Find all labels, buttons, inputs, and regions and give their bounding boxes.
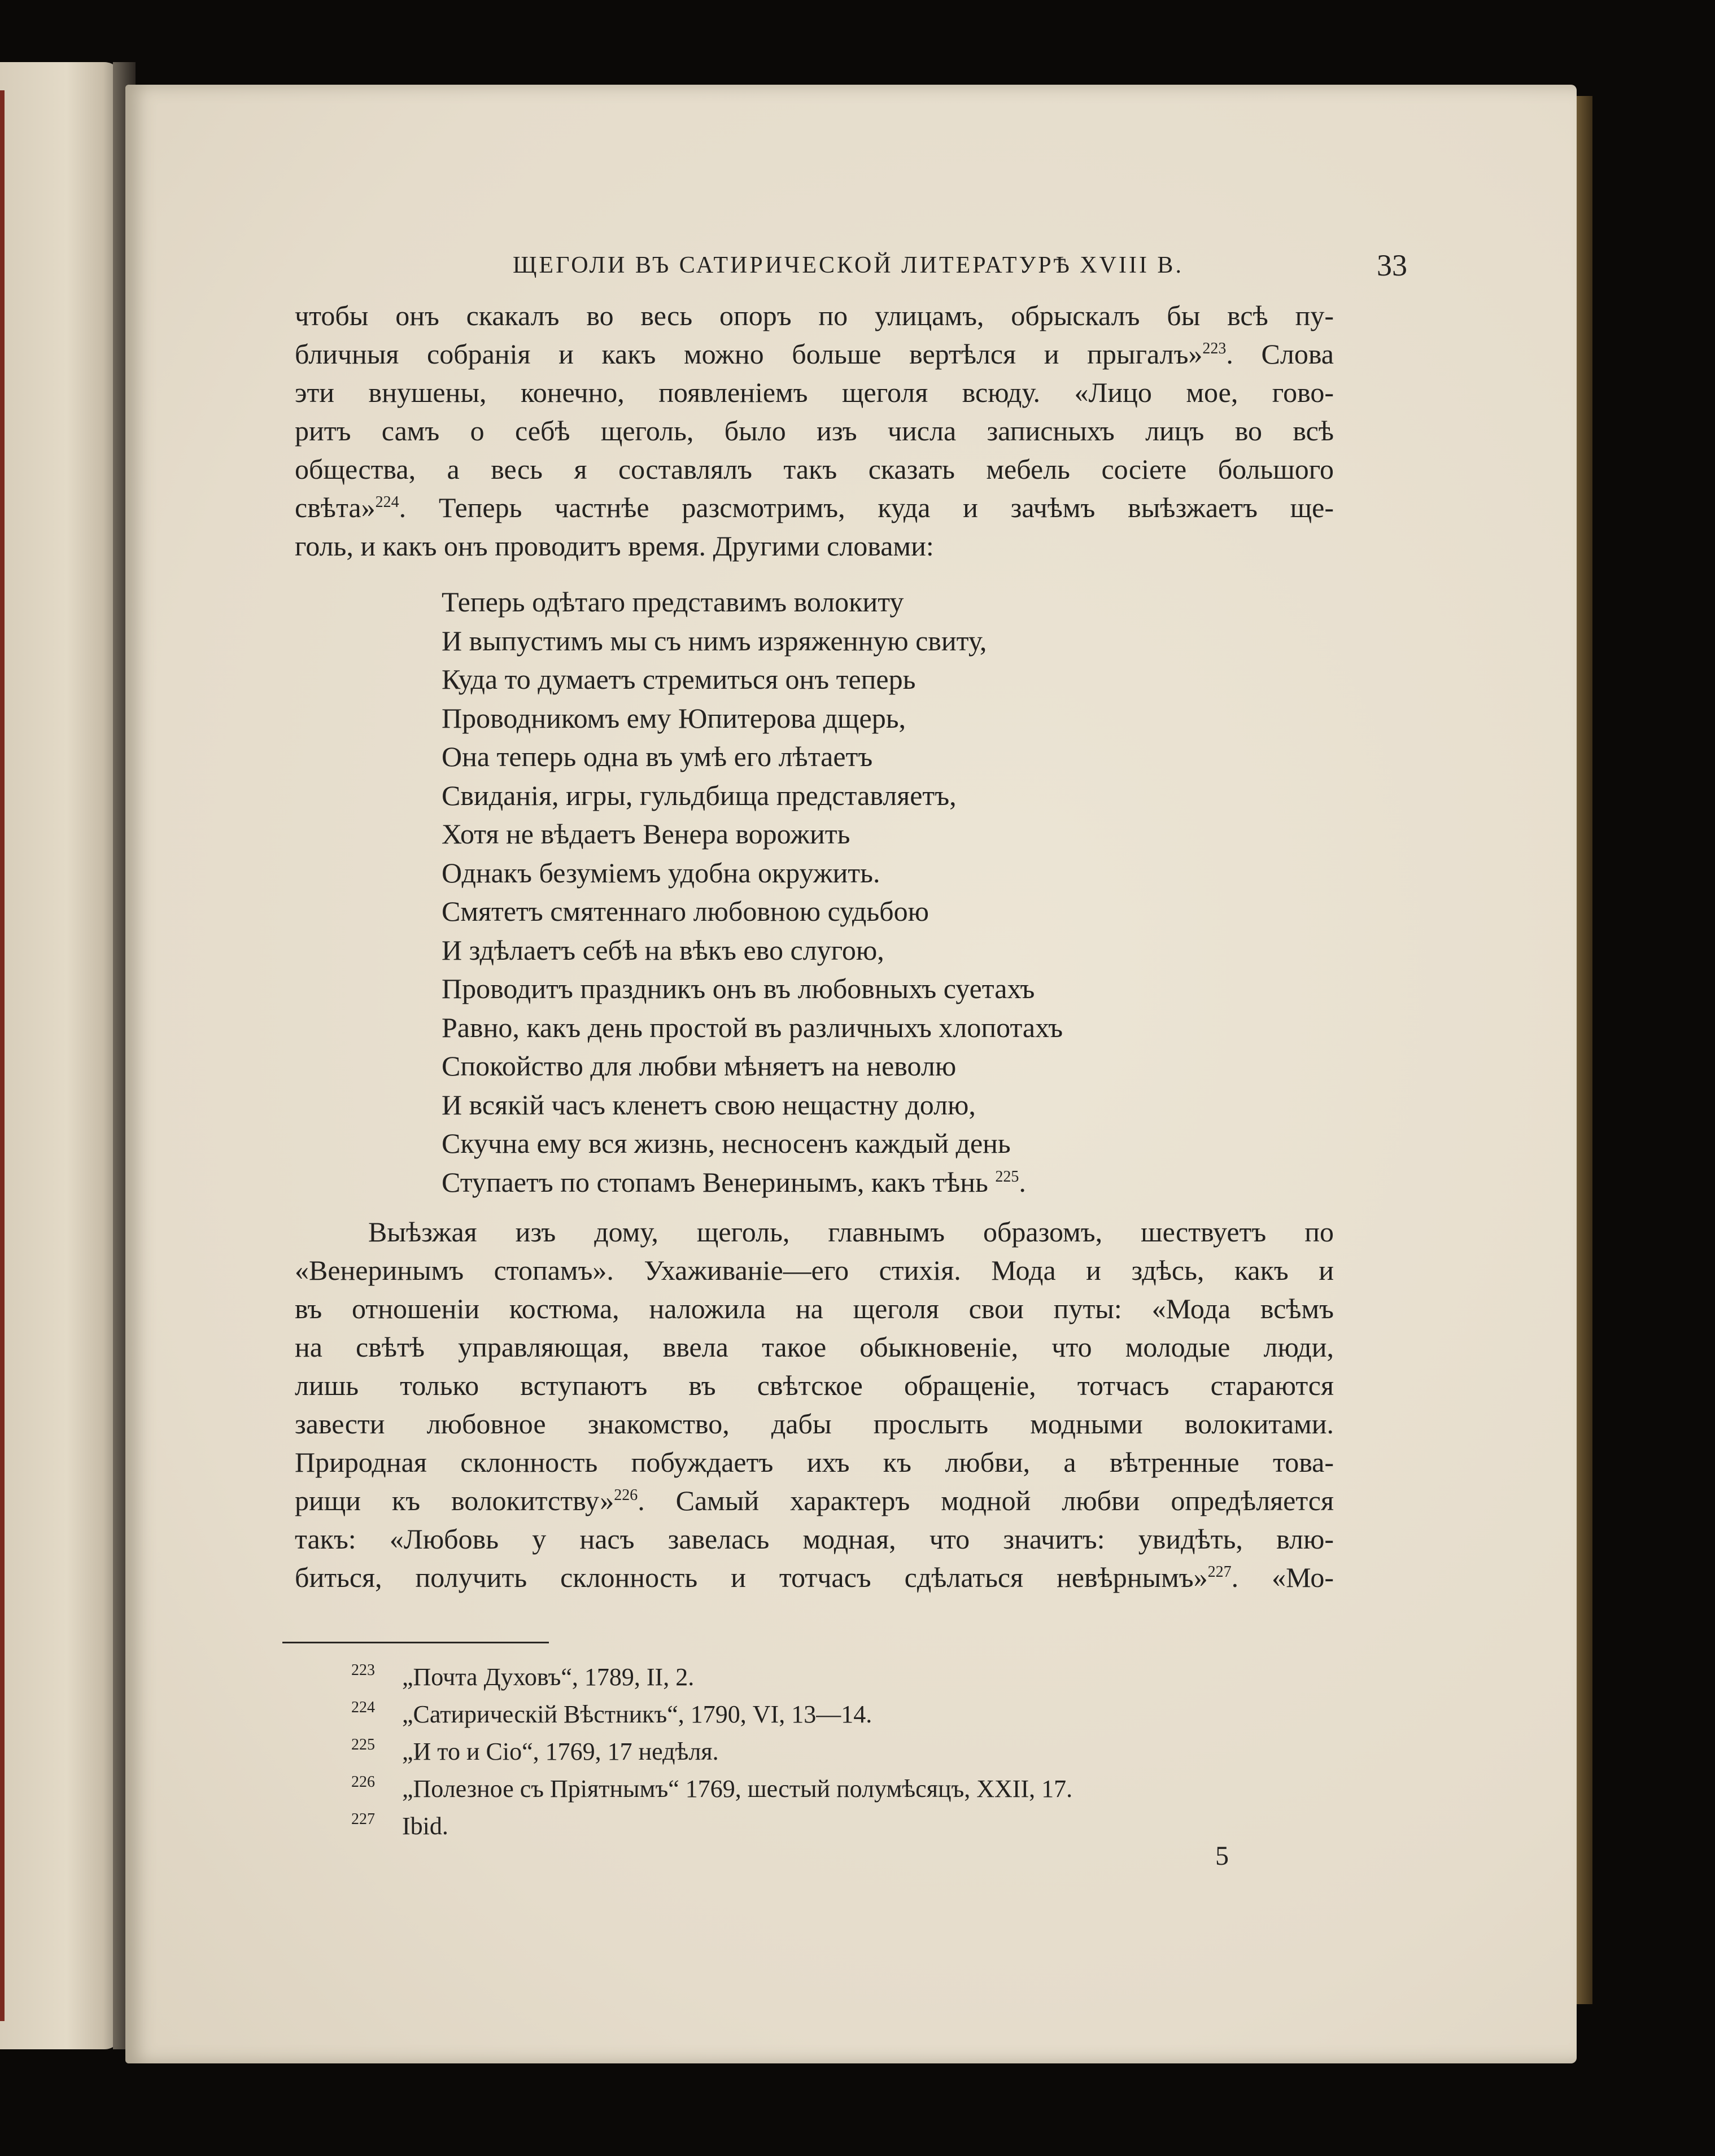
footnote-ref: 223 <box>1202 340 1227 357</box>
footnote-text: „И то и Сіо“, 1769, 17 недѣля. <box>402 1738 719 1765</box>
text-line: на свѣтѣ управляющая, ввела такое обыкновеніе, что молодые люди, <box>295 1331 1334 1363</box>
verse-line: Ступаетъ по стопамъ Венеринымъ, какъ тѣнь $^{225}$. <box>442 1166 1026 1198</box>
footnote-text: „Полезное съ Пріятнымъ“ 1769, шестый полумѣсяцъ, XXII, 17. <box>402 1775 1073 1803</box>
verse-line: И здѣлаетъ себѣ на вѣкъ ево слугою, <box>442 934 884 966</box>
text-line: эти внушены, конечно, появленіемъ щеголя всюду. «Лицо мое, гово- <box>295 377 1334 408</box>
verse-line: Скучна ему вся жизнь, несносенъ каждый день <box>442 1127 1011 1159</box>
text-line: ритъ самъ о себѣ щеголь, было изъ числа записныхъ лицъ во всѣ <box>295 415 1334 447</box>
verse-line: Однакъ безуміемъ удобна окружить. <box>442 856 880 889</box>
footnote-number: 225 <box>351 1736 375 1753</box>
text-line: общества, а весь я составлялъ такъ сказать мебель сосіете большого <box>295 453 1334 485</box>
verse-line: Равно, какъ день простой въ различныхъ хлопотахъ <box>442 1011 1063 1043</box>
verse-line: Хотя не вѣдаетъ Венера ворожить <box>442 818 850 850</box>
verse-line: Спокойство для любви мѣняетъ на неволю <box>442 1050 957 1082</box>
footnote-text: „Сатирическій Вѣстникъ“, 1790, VI, 13—14. <box>402 1700 872 1728</box>
footnote-rule <box>282 1642 549 1643</box>
text-line: лишь только вступаютъ въ свѣтское обращеніе, тотчасъ стараются <box>295 1370 1334 1401</box>
verse-line: Смятетъ смятеннаго любовною судьбою <box>442 895 929 927</box>
verse-line: Теперь одѣтаго представимъ волокиту <box>442 586 904 618</box>
paragraph-2 <box>295 1213 1334 1597</box>
signature-mark: 5 <box>1215 1841 1229 1871</box>
text-line: свѣта»$^{224}$. Теперь частнѣе разсмотримъ, куда и зачѣмъ выѣзжаетъ ще- <box>295 492 1334 523</box>
verse-line: Она теперь одна въ умѣ его лѣтаетъ <box>442 741 873 772</box>
book-page <box>125 85 1577 2063</box>
text-line: такъ: «Любовь у насъ завелась модная, что значитъ: увидѣть, влю- <box>295 1523 1334 1555</box>
text-line: рищи къ волокитству»$^{226}$. Самый характеръ модной любви опредѣляется <box>295 1485 1334 1516</box>
verse-line: И всякій часъ кленетъ свою нещастну долю, <box>442 1088 976 1121</box>
running-head: ЩЕГОЛИ ВЪ САТИРИЧЕСКОЙ ЛИТЕРАТУРѢ XVIII В. <box>513 252 1184 278</box>
verse-line: Проводникомъ ему Юпитерова дщерь, <box>442 702 906 734</box>
footnote-text: Ibid. <box>402 1812 448 1840</box>
verse-line: Куда то думаетъ стремиться онъ теперь <box>442 663 916 695</box>
text-line: въ отношеніи костюма, наложила на щеголя свои путы: «Мода всѣмъ <box>295 1293 1334 1324</box>
footnote-ref: 226 <box>614 1486 638 1504</box>
left-cover-edge <box>0 90 5 2021</box>
footnote <box>351 1696 1255 1733</box>
page-number: 33 <box>1377 248 1407 282</box>
footnote-ref: 227 <box>1207 1563 1232 1581</box>
footnote <box>351 1808 1255 1845</box>
footnote-number: 223 <box>351 1661 375 1679</box>
footnote <box>351 1733 1255 1770</box>
verse-line: Свиданія, игры, гульдбища представляетъ, <box>442 779 957 811</box>
left-page-edge <box>0 62 121 2049</box>
verse-line: Проводитъ праздникъ онъ въ любовныхъ суетахъ <box>442 973 1035 1004</box>
page-header <box>255 243 1407 288</box>
footnote <box>351 1659 1255 1696</box>
text-line: голь, и какъ онъ проводитъ время. Другими словами: <box>295 530 934 562</box>
text-line: Природная склонность побуждаетъ ихъ къ любви, а вѣтренные това- <box>295 1446 1334 1478</box>
footnote-number: 224 <box>351 1699 375 1716</box>
text-line: Выѣзжая изъ дому, щеголь, главнымъ образомъ, шествуетъ по <box>368 1216 1334 1248</box>
verse-line: И выпустимъ мы съ нимъ изряженную свиту, <box>442 624 987 657</box>
text-line: чтобы онъ скакалъ во весь опоръ по улицамъ, обрыскалъ бы всѣ пу- <box>295 300 1334 331</box>
paragraph-1 <box>295 296 1334 565</box>
text-line: завести любовное знакомство, дабы прослыть модными волокитами. <box>295 1408 1334 1440</box>
text-line: «Венеринымъ стопамъ». Ухаживаніе—его стихія. Мода и здѣсь, какъ и <box>295 1254 1334 1286</box>
footnote-number: 226 <box>351 1773 375 1791</box>
footnote <box>351 1770 1255 1808</box>
footnote-ref: 224 <box>375 493 399 511</box>
right-cover-edge <box>1576 96 1592 2004</box>
footnote-ref: 225 <box>995 1167 1019 1186</box>
footnote-number: 227 <box>351 1810 375 1828</box>
text-line: биться, получить склонность и тотчасъ сдѣлаться невѣрнымъ»$^{227}$. «Мо- <box>295 1562 1334 1593</box>
text-line: бличныя собранія и какъ можно больше вертѣлся и прыгалъ»$^{223}$. Слова <box>295 338 1334 370</box>
footnotes <box>351 1659 1255 1845</box>
footnote-text: „Почта Духовъ“, 1789, II, 2. <box>402 1663 695 1691</box>
verse-block <box>442 583 1289 1201</box>
